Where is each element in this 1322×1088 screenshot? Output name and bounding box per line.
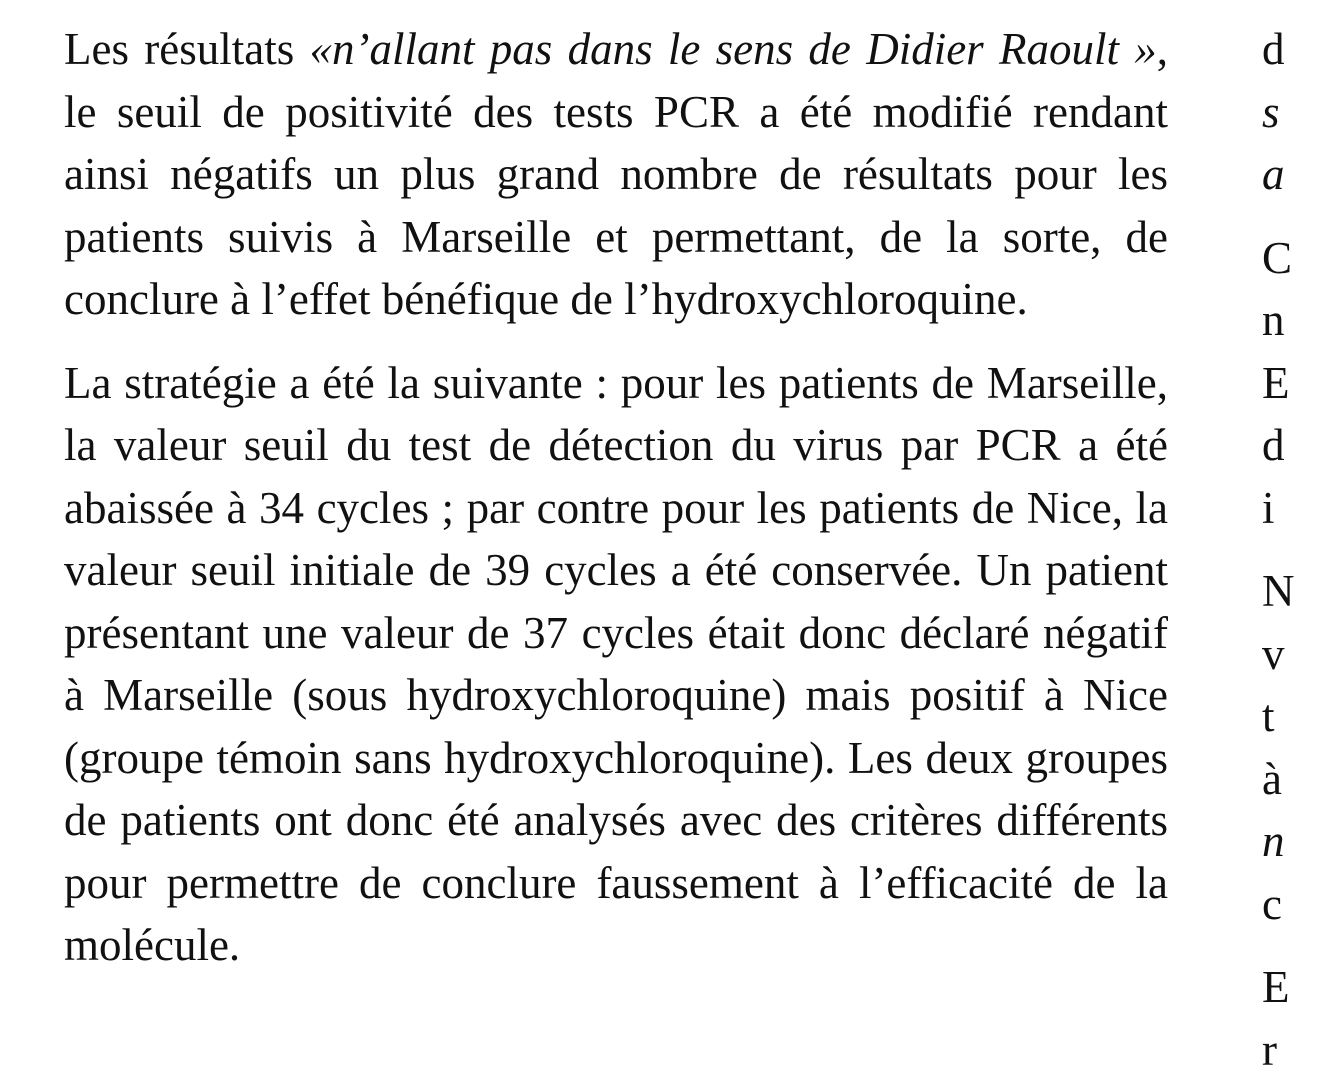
paragraph-1-rest: , le seuil de positivité des tests PCR a été modifié rendant ainsi négatifs un plus grand nombre de résultats pour les patients suivis à Marseille et permettant, de la sorte, de conclure à l’effet bénéfique de l’hydroxychloroquine. [64, 24, 1168, 324]
fragment: a [1262, 149, 1285, 199]
fragment: C [1262, 232, 1293, 283]
fragment: t [1262, 691, 1275, 741]
adjacent-column-fragments [1262, 18, 1322, 1081]
main-text-column [64, 18, 1168, 977]
paragraph-1 [64, 18, 1168, 331]
fragment: v [1262, 628, 1285, 679]
fragment: r [1262, 1024, 1277, 1075]
fragment: E [1262, 962, 1290, 1012]
paragraph-1-quote: «n’allant pas dans le sens de Didier Raoult » [309, 24, 1157, 74]
fragment: c [1262, 878, 1282, 929]
fragment: d [1262, 420, 1285, 470]
fragment: d [1262, 24, 1285, 74]
fragment: s [1262, 86, 1280, 137]
paragraph-1-lead: Les résultats [64, 24, 310, 74]
fragment: i [1262, 482, 1275, 533]
paragraph-2: La stratégie a été la suivante : pour les patients de Marseille, la valeur seuil du test de détection du virus par PCR a été abaissée à 34 cycles ; par contre pour les patients de Nice, la valeur seuil initiale de 39 cycles a été conservée. Un patient présentant une valeur de 37 cycles était donc déclaré négatif à Marseille (sous hydroxychloroquine) mais positif à Nice (groupe témoin sans hydroxychloroquine). Les deux groupes de patients ont donc été analysés avec des critères différents pour permettre de conclure faussement à l’efficacité de la molécule. [64, 357, 1168, 970]
adjacent-column-edge [1262, 0, 1295, 1088]
fragment: n [1262, 816, 1285, 866]
fragment: N [1262, 566, 1295, 616]
fragment: E [1262, 357, 1290, 408]
fragment: à [1262, 753, 1282, 804]
fragment: n [1262, 295, 1285, 345]
